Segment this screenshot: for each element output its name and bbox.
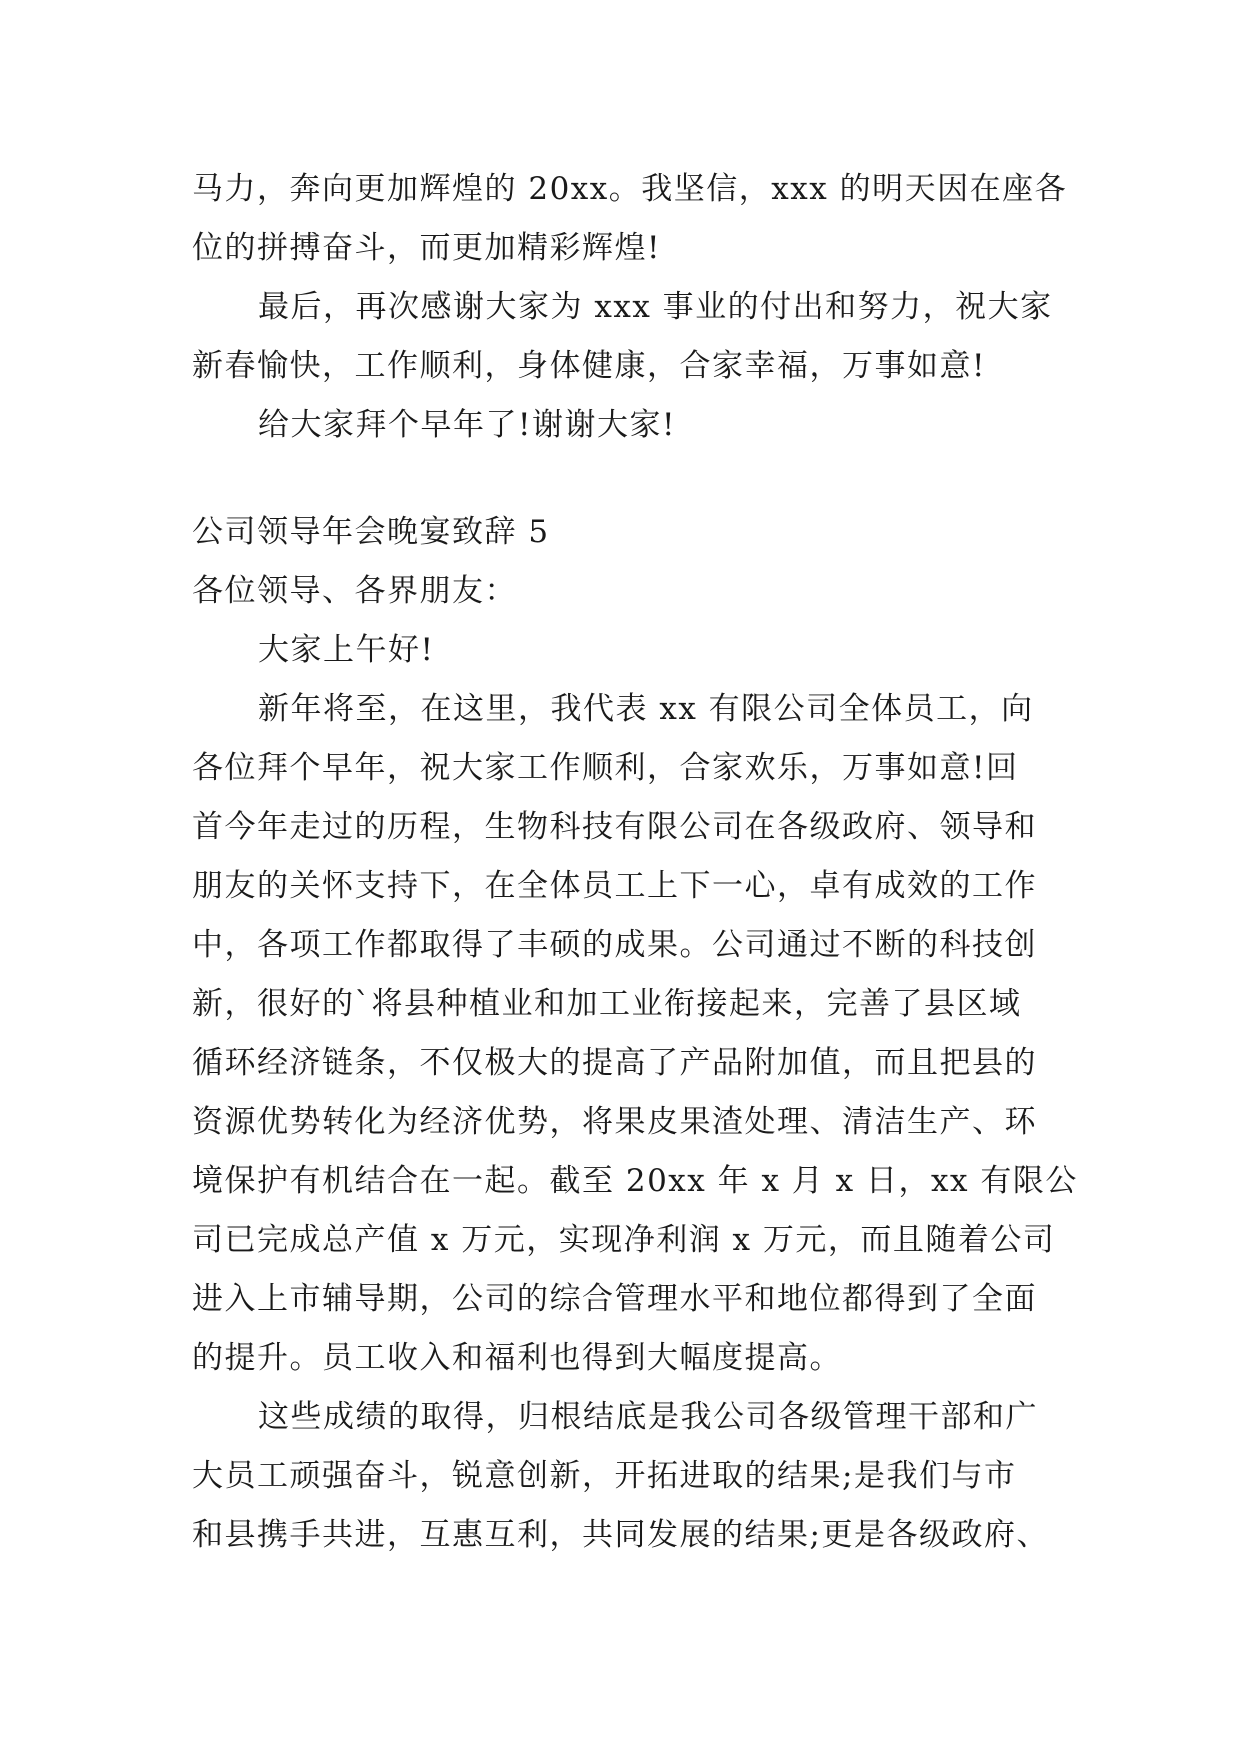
text-line: 位的拼搏奋斗，而更加精彩辉煌!: [192, 230, 661, 266]
text-line: 各位拜个早年，祝大家工作顺利，合家欢乐，万事如意!回: [192, 750, 1019, 786]
text-line: 和县携手共进，互惠互利，共同发展的结果;更是各级政府、: [192, 1517, 1049, 1553]
greeting-line: 大家上午好!: [258, 632, 435, 668]
text-line: 司已完成总产值 x 万元，实现净利润 x 万元，而且随着公司: [192, 1222, 1056, 1258]
text-line: 新年将至，在这里，我代表 xx 有限公司全体员工，向: [258, 691, 1034, 727]
section-heading: 公司领导年会晚宴致辞 5: [192, 514, 550, 550]
text-line: 境保护有机结合在一起。截至 20xx 年 x 月 x 日，xx 有限公: [192, 1163, 1078, 1199]
text-line: 的提升。员工收入和福利也得到大幅度提高。: [192, 1340, 842, 1376]
text-line: 进入上市辅导期，公司的综合管理水平和地位都得到了全面: [192, 1281, 1037, 1317]
text-line: 资源优势转化为经济优势，将果皮果渣处理、清洁生产、环: [192, 1104, 1037, 1140]
text-line: 新，很好的`将县种植业和加工业衔接起来，完善了县区域: [192, 986, 1022, 1022]
section-gap: [192, 455, 1068, 503]
text-line: 大员工顽强奋斗，锐意创新，开拓进取的结果;是我们与市: [192, 1458, 1017, 1494]
text-line: 循环经济链条，不仅极大的提高了产品附加值，而且把县的: [192, 1045, 1037, 1081]
salutation: 各位领导、各界朋友：: [192, 573, 517, 609]
text-line: 这些成绩的取得，归根结底是我公司各级管理干部和广: [258, 1399, 1038, 1435]
text-line: 给大家拜个早年了!谢谢大家!: [258, 407, 676, 443]
text-line: 马力，奔向更加辉煌的 20xx。我坚信，xxx 的明天因在座各: [192, 171, 1068, 207]
text-line: 最后，再次感谢大家为 xxx 事业的付出和努力，祝大家: [258, 289, 1053, 325]
text-line: 朋友的关怀支持下，在全体员工上下一心，卓有成效的工作: [192, 868, 1037, 904]
document-body: [192, 160, 1078, 1565]
text-line: 中，各项工作都取得了丰硕的成果。公司通过不断的科技创: [192, 927, 1037, 963]
text-line: 首今年走过的历程，生物科技有限公司在各级政府、领导和: [192, 809, 1037, 845]
text-line: 新春愉快，工作顺利，身体健康，合家幸福，万事如意!: [192, 348, 986, 384]
